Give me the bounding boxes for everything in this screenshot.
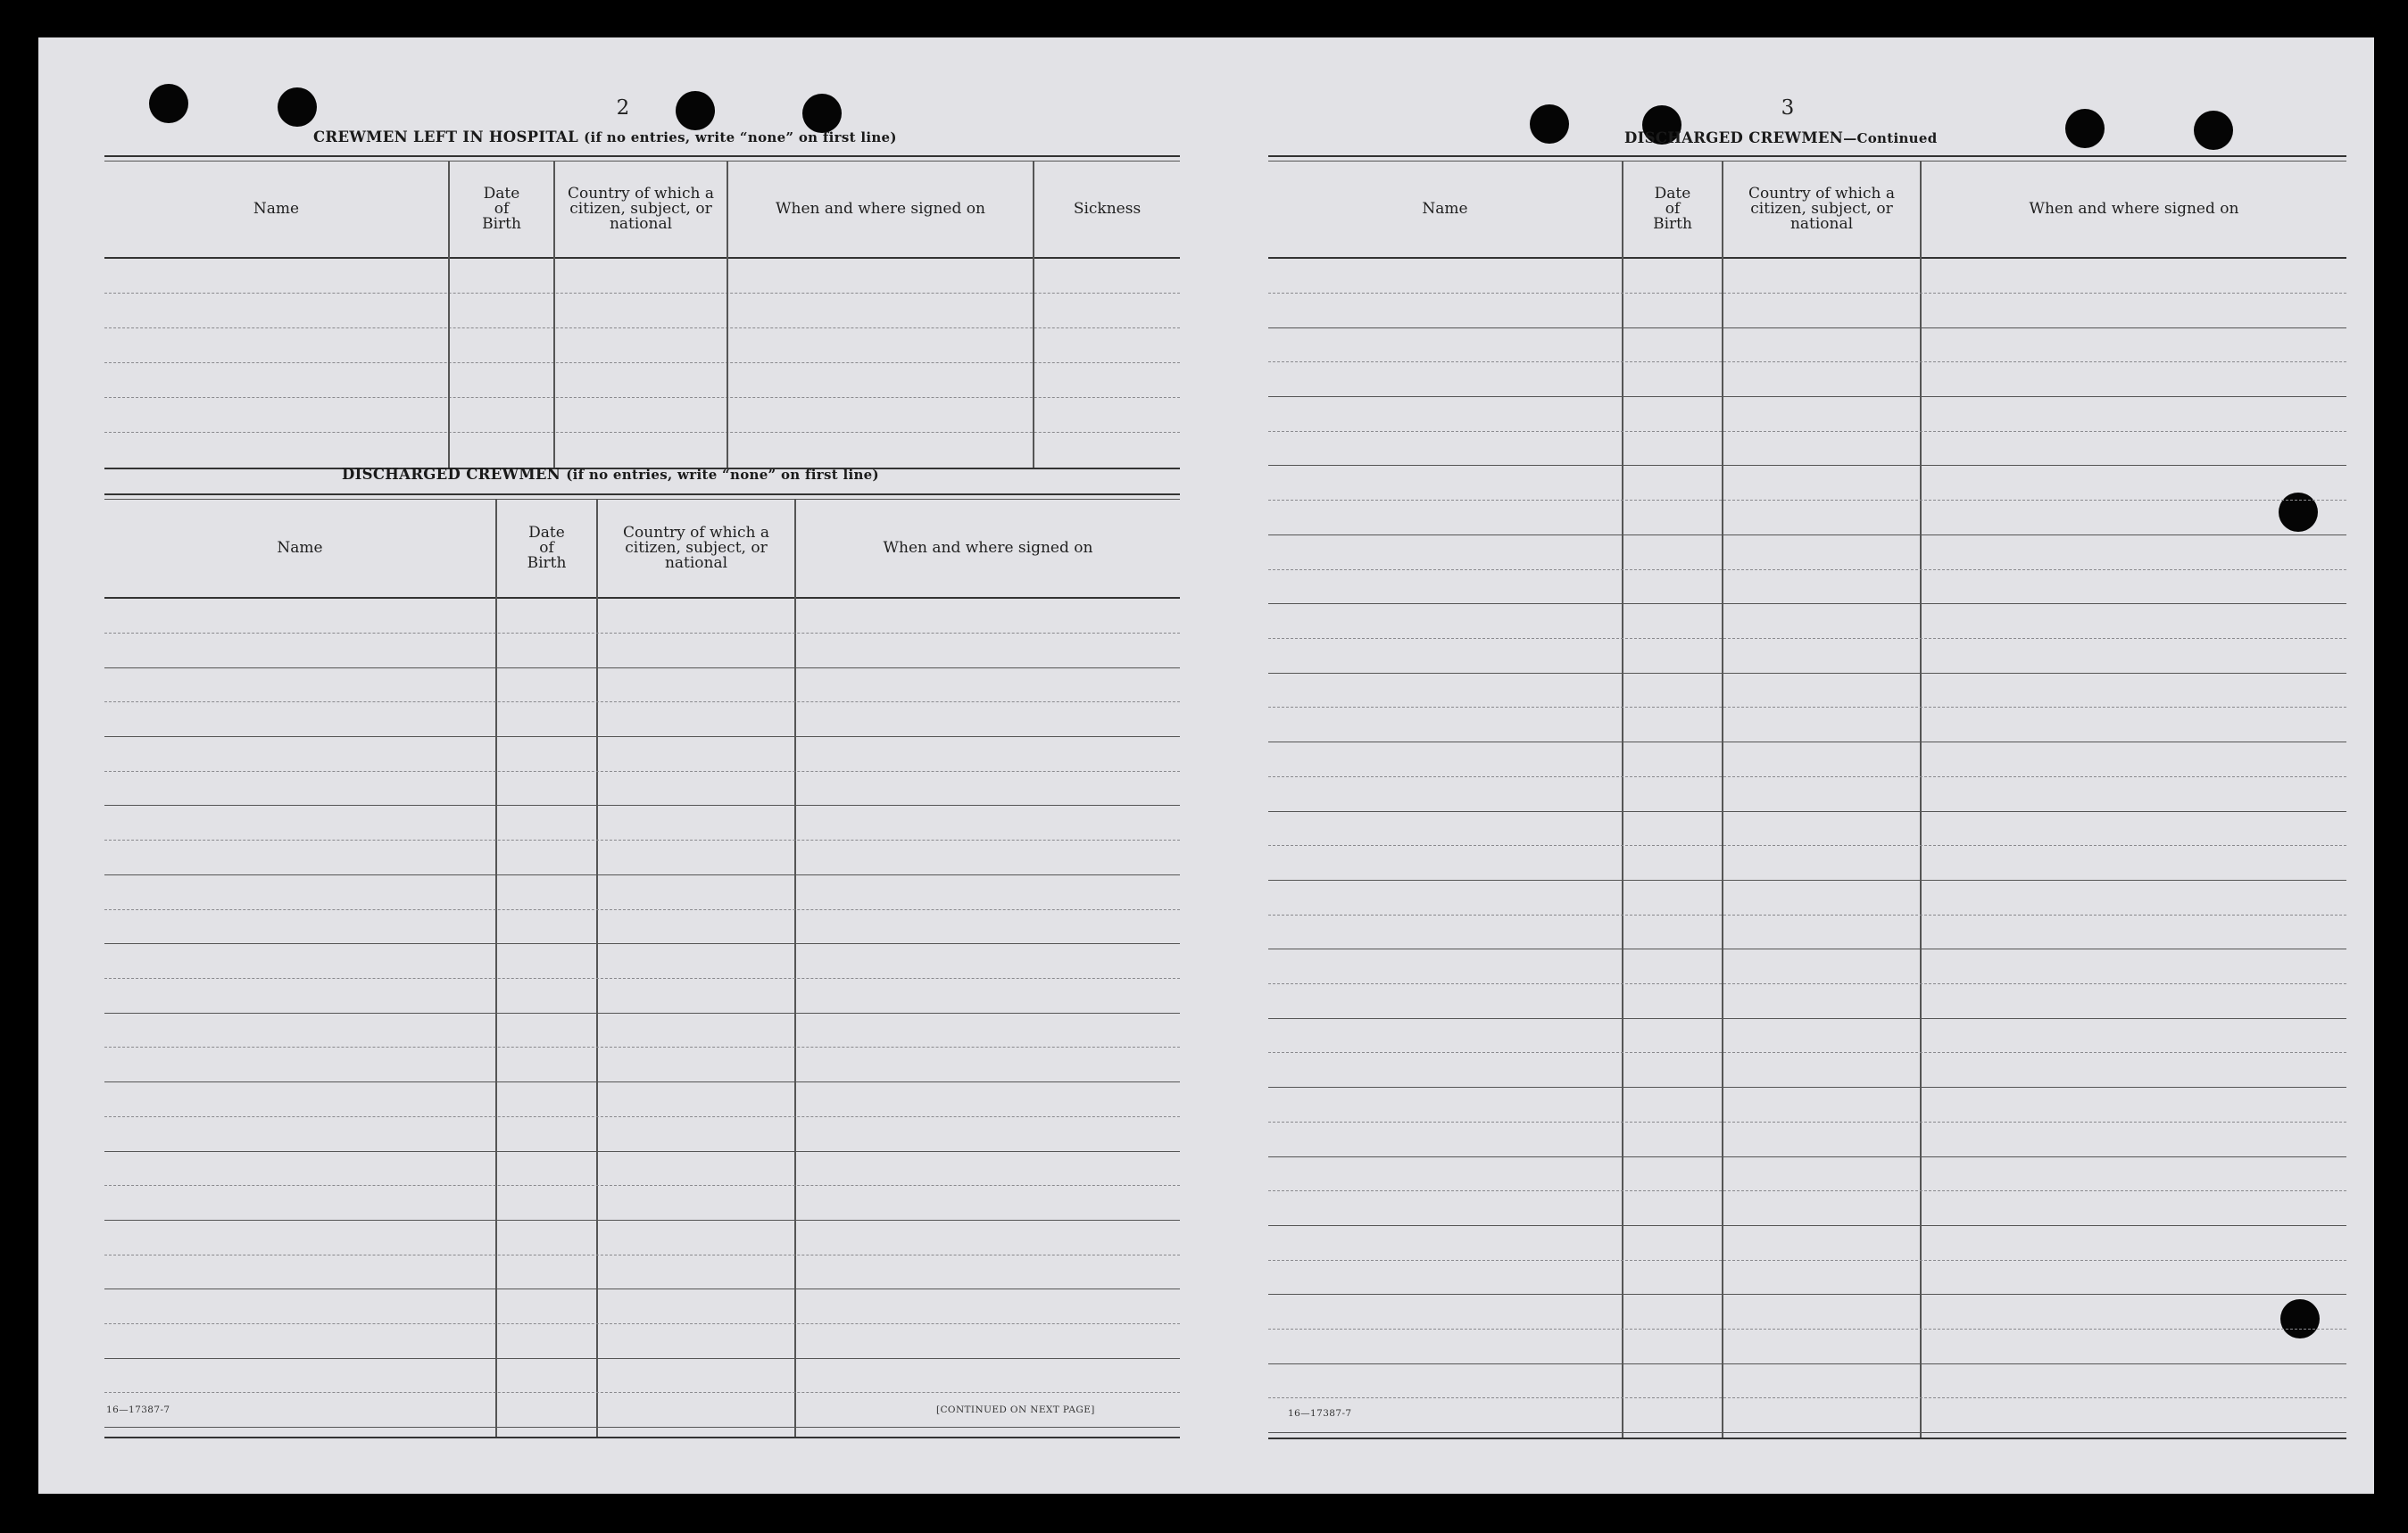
page-number-left: 2: [616, 96, 630, 120]
punch-hole: [2065, 109, 2105, 148]
table-row: [1268, 465, 2346, 466]
table-row: [104, 805, 1180, 806]
table-row: [104, 362, 1180, 363]
discharged-continued-title: [1624, 129, 1938, 146]
table-row: [104, 327, 1180, 328]
table-row: [1268, 1294, 2346, 1295]
column-divider: [794, 499, 796, 1437]
table-row: [104, 1220, 1180, 1221]
table-row: [104, 1427, 1180, 1428]
table-row: [1268, 534, 2346, 535]
table-row: [104, 909, 1180, 910]
table-row: [104, 1151, 1180, 1152]
column-header-signed-on: When and where signed on: [776, 199, 985, 218]
table-row: [1268, 811, 2346, 812]
table-row: [104, 1323, 1180, 1324]
table-row: [104, 293, 1180, 294]
table-row: [104, 874, 1180, 875]
discharged-continued-title-text: DISCHARGED CREWMEN: [1624, 129, 1844, 146]
table-row: [1268, 1260, 2346, 1261]
table-row: [1268, 1432, 2346, 1433]
double-rule: [1268, 155, 2346, 157]
punch-hole: [676, 91, 715, 130]
table-row: [104, 978, 1180, 979]
header-divider: [104, 597, 1180, 599]
column-header-signed-on: When and where signed on: [883, 538, 1093, 557]
column-header-country: Country of which a citizen, subject, or national: [1748, 184, 1895, 233]
form-number-left: 16—17387-7: [106, 1405, 170, 1415]
discharged-title-text: DISCHARGED CREWMEN: [342, 466, 561, 483]
table-row: [1268, 1225, 2346, 1226]
table-row: [1268, 638, 2346, 639]
double-rule: [104, 155, 1180, 157]
header-divider: [1268, 257, 2346, 259]
punch-hole: [149, 84, 188, 123]
column-header-signed-on: When and where signed on: [2029, 199, 2239, 218]
table-row: [1268, 845, 2346, 846]
table-row: [104, 1013, 1180, 1014]
hospital-table: [104, 155, 1180, 476]
table-row: [1268, 293, 2346, 294]
table-row: [1268, 1018, 2346, 1019]
table-row: [104, 432, 1180, 433]
table-row: [104, 1116, 1180, 1117]
column-header-country: Country of which a citizen, subject, or national: [623, 523, 769, 572]
table-row: [1268, 776, 2346, 777]
table-row: [1268, 396, 2346, 397]
column-header-name: Name: [253, 199, 300, 218]
table-row: [104, 1392, 1180, 1393]
table-row: [104, 1358, 1180, 1359]
form-number-right: 16—17387-7: [1288, 1408, 1352, 1419]
table-row: [1268, 880, 2346, 881]
bottom-rule: [104, 1437, 1180, 1438]
continued-label: —Continued: [1843, 130, 1938, 146]
table-row: [1268, 327, 2346, 328]
punch-hole: [2194, 111, 2233, 150]
table-row: [1268, 1122, 2346, 1123]
table-row: [104, 840, 1180, 841]
table-row: [1268, 1052, 2346, 1053]
table-row: [1268, 983, 2346, 984]
column-divider: [1722, 161, 1723, 1438]
table-row: [1268, 431, 2346, 432]
punch-hole: [278, 87, 317, 127]
table-row: [1268, 1329, 2346, 1330]
column-header-date-of-birth: Date of Birth: [527, 523, 567, 572]
table-row: [1268, 1397, 2346, 1398]
column-divider: [1920, 161, 1922, 1438]
column-header-date-of-birth: Date of Birth: [482, 184, 521, 233]
scanned-form-sheet: [38, 37, 2374, 1494]
table-row: [1268, 1190, 2346, 1191]
table-row: [1268, 603, 2346, 604]
header-divider: [104, 257, 1180, 259]
hospital-section-title: [313, 128, 897, 145]
table-row: [104, 1185, 1180, 1186]
punch-hole: [1530, 104, 1569, 144]
punch-hole: [802, 94, 842, 133]
table-row: [1268, 915, 2346, 916]
table-row: [1268, 1087, 2346, 1088]
table-row: [104, 1047, 1180, 1048]
discharged-section-title: [342, 466, 879, 483]
table-row: [1268, 569, 2346, 570]
table-row: [1268, 500, 2346, 501]
table-row: [1268, 1156, 2346, 1157]
hospital-instruction-text: (if no entries, write “none” on first line): [584, 129, 897, 145]
table-row: [104, 701, 1180, 702]
discharged-instruction-text: (if no entries, write “none” on first line): [566, 467, 879, 483]
table-row: [104, 943, 1180, 944]
bottom-rule: [1268, 1438, 2346, 1439]
column-divider: [1622, 161, 1623, 1438]
discharged-table-right: [1268, 155, 2346, 1454]
hospital-title-text: CREWMEN LEFT IN HOSPITAL: [313, 128, 579, 145]
table-row: [104, 633, 1180, 634]
discharged-table-left: [104, 493, 1180, 1453]
continued-note: [CONTINUED ON NEXT PAGE]: [936, 1405, 1095, 1415]
page-number-right: 3: [1781, 96, 1795, 120]
column-header-date-of-birth: Date of Birth: [1653, 184, 1692, 233]
column-header-country: Country of which a citizen, subject, or national: [568, 184, 714, 233]
column-header-name: Name: [277, 538, 323, 557]
table-row: [1268, 673, 2346, 674]
double-rule: [104, 493, 1180, 495]
column-divider: [495, 499, 497, 1437]
column-header-sickness: Sickness: [1073, 199, 1142, 218]
table-row: [104, 667, 1180, 668]
table-row: [1268, 707, 2346, 708]
table-row: [104, 397, 1180, 398]
table-row: [1268, 1363, 2346, 1364]
table-row: [1268, 361, 2346, 362]
column-divider: [596, 499, 598, 1437]
table-row: [104, 1081, 1180, 1082]
table-row: [104, 736, 1180, 737]
column-header-name: Name: [1422, 199, 1468, 218]
table-row: [104, 771, 1180, 772]
